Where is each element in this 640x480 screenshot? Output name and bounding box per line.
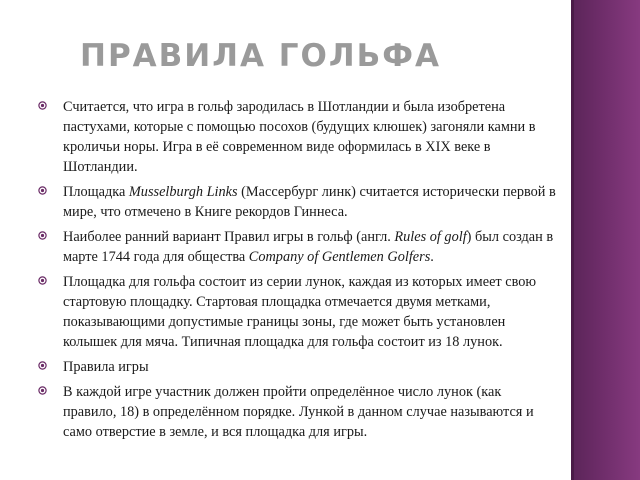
bullet-text: В каждой игре участник должен пройти определённое число лунок (как правило, 18) в определённом порядке. Лункой в данном случае называются и само отверстие в земле, и вся площадка для игры. <box>63 384 534 440</box>
circle-bullet-icon <box>38 386 47 395</box>
bullet-text: (Массербург линк) считается исторически первой в мире, что отмечено в Книге рекордов Гиннеса. <box>63 184 556 220</box>
bullet-item <box>38 227 558 267</box>
bullet-text: Правила игры <box>63 359 149 375</box>
circle-bullet-icon <box>38 101 47 110</box>
bullet-item <box>38 182 558 222</box>
bullet-list <box>38 97 558 447</box>
circle-bullet-icon <box>38 186 47 195</box>
bullet-text-italic: Company of Gentlemen Golfers <box>248 249 431 265</box>
bullet-item <box>38 357 558 377</box>
bullet-text: ) был создан в марте 1744 года для общества <box>63 229 554 265</box>
bullet-text-italic: Rules of golf <box>394 229 467 245</box>
bullet-item <box>38 272 558 352</box>
bullet-text: . <box>430 249 434 265</box>
bullet-text: Площадка для гольфа состоит из серии лунок, каждая из которых имеет свою стартовую площадку. Стартовая площадка отмечается двумя метками, показывающими допустимые границы зоны, где может быть установлен колышек для мяча. Типичная площадка для гольфа состоит из 18 лунок. <box>63 274 537 350</box>
slide-title: ПРАВИЛА ГОЛЬФА <box>80 38 441 74</box>
circle-bullet-icon <box>38 361 47 370</box>
decorative-side-band <box>571 0 640 480</box>
bullet-text: Площадка <box>63 184 129 200</box>
bullet-text: Считается, что игра в гольф зародилась в Шотландии и была изобретена пастухами, которые с помощью посохов (будущих клюшек) загоняли камни в кроличьи норы. Игра в её современном виде оформилась в XIX веке в Шотландии. <box>63 99 536 175</box>
bullet-text-italic: Musselburgh Links <box>128 184 238 200</box>
bullet-item <box>38 382 558 442</box>
bullet-text: Наиболее ранний вариант Правил игры в гольф (англ. <box>63 229 395 245</box>
bullet-item <box>38 97 558 177</box>
circle-bullet-icon <box>38 276 47 285</box>
circle-bullet-icon <box>38 231 47 240</box>
